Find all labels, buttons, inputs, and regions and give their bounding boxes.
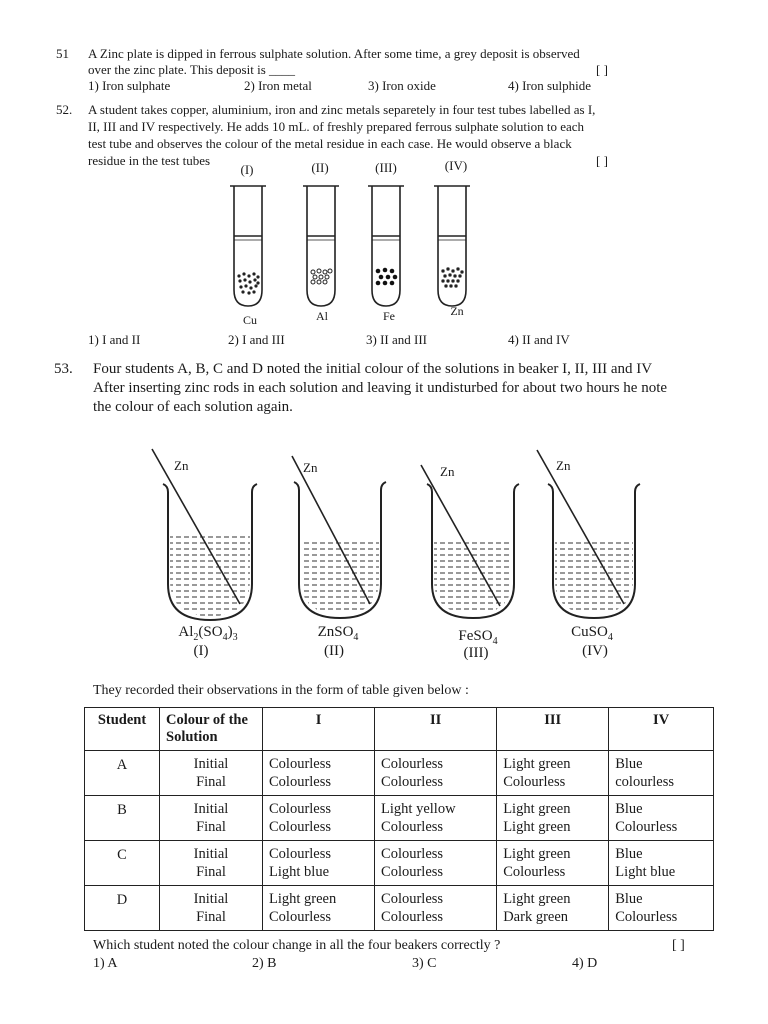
header-colour: Colour of the Solution (160, 708, 263, 751)
cell-ii-final: Colourless (381, 909, 444, 925)
table-header-row (85, 708, 714, 751)
q53-option-4: 4) D (572, 956, 598, 971)
question-53-line-2: After inserting zinc rods in each solution and leaving it undisturbed for about two hours he note (93, 380, 668, 396)
cell-iv-initial: Blue (615, 801, 643, 817)
rod-label-4: Zn (556, 458, 571, 473)
metal-label-cu: Cu (242, 313, 258, 327)
student-cell: B (85, 796, 160, 841)
student-cell: A (85, 751, 160, 796)
question-53-number: 53. (54, 361, 73, 377)
cell-iii-final: Colourless (503, 864, 566, 880)
solution-label-2: ZnSO$_4$ (317, 624, 359, 643)
q51-option-2: 2) Iron metal (244, 78, 312, 93)
stage-final: Final (196, 819, 226, 835)
cell-iii-final: Colourless (503, 774, 566, 790)
stage-initial: Initial (193, 756, 229, 772)
cell-iii-initial: Light green (503, 891, 571, 907)
cell-ii-initial: Colourless (381, 846, 444, 862)
cell-i-final: Colourless (269, 909, 332, 925)
cell-i-final: Light blue (269, 864, 330, 880)
question-52-number: 52. (56, 102, 73, 117)
question-53-line-1: Four students A, B, C and D noted the initial colour of the solutions in beaker I, II, III and IV (93, 361, 653, 377)
header-ii: II (375, 708, 497, 751)
question-52-line-4: residue in the test tubes (88, 153, 211, 168)
beaker-numeral-1: (I) (193, 643, 209, 659)
cell-i-initial: Colourless (269, 846, 332, 862)
solution-label-4: CuSO$_4$ (571, 624, 613, 643)
question-51-line-2: over the zinc plate. This deposit is ____ (88, 62, 295, 77)
stage-initial: Initial (193, 801, 229, 817)
cell-i-initial: Colourless (269, 801, 332, 817)
header-i: I (263, 708, 375, 751)
table-intro: They recorded their observations in the form of table given below : (93, 683, 469, 698)
tube-label-3: (III) (375, 160, 397, 175)
tube-label-2: (II) (311, 160, 329, 175)
beaker-numeral-2: (II) (324, 643, 344, 659)
cell-iii-final: Dark green (503, 909, 569, 925)
question-52-line-2: II, III and IV respectively. He adds 10 mL. of freshly prepared ferrous sulphate solution to each (88, 119, 584, 134)
q52-option-1: 1) I and II (88, 332, 141, 347)
cell-iv-final: Colourless (615, 909, 678, 925)
q52-option-2: 2) I and III (228, 332, 285, 347)
q53-option-3: 3) C (412, 956, 437, 971)
cell-iii-initial: Light green (503, 756, 571, 772)
q53-option-1: 1) A (93, 956, 118, 971)
rod-label-1: Zn (174, 458, 189, 473)
question-53-prompt: Which student noted the colour change in all the four beakers correctly ? (93, 938, 501, 953)
beaker-2 (292, 456, 386, 618)
cell-ii-initial: Colourless (381, 891, 444, 907)
question-51-line-1: A Zinc plate is dipped in ferrous sulphate solution. After some time, a grey deposit is observed (88, 46, 580, 61)
beaker-numeral-4: (IV) (582, 643, 608, 659)
stage-final: Final (196, 774, 226, 790)
header-iv: IV (609, 708, 714, 751)
q51-option-1: 1) Iron sulphate (88, 78, 171, 93)
question-53-answer-bracket: [ ] (672, 938, 685, 953)
cell-iv-initial: Blue (615, 756, 643, 772)
cell-iii-initial: Light green (503, 846, 571, 862)
beaker-1 (152, 449, 257, 620)
metal-label-al: Al (316, 309, 328, 323)
q52-option-4: 4) II and IV (508, 332, 570, 347)
cell-i-initial: Light green (269, 891, 337, 907)
cell-iv-final: Colourless (615, 819, 678, 835)
question-52-answer-bracket: [ ] (596, 153, 608, 168)
cell-ii-final: Colourless (381, 864, 444, 880)
table-row (85, 841, 714, 886)
question-51-number: 51 (56, 46, 69, 61)
beaker-4 (537, 450, 640, 618)
observation-table (84, 707, 714, 931)
tube-label-4: (IV) (444, 158, 468, 173)
cell-iv-final: colourless (615, 774, 675, 790)
table-row (85, 751, 714, 796)
beaker-3 (421, 464, 519, 618)
cell-ii-initial: Light yellow (381, 801, 456, 817)
solution-label-3: FeSO$_4$ (458, 628, 498, 647)
stage-final: Final (196, 909, 226, 925)
cell-iii-initial: Light green (503, 801, 571, 817)
solution-label-1: $Al_2(SO_4)_3$ (178, 624, 238, 643)
header-iii: III (497, 708, 609, 751)
student-cell: D (85, 886, 160, 931)
rod-label-3: Zn (440, 464, 455, 479)
cell-ii-final: Colourless (381, 819, 444, 835)
cell-iv-initial: Blue (615, 891, 643, 907)
rod-label-2: Zn (303, 460, 318, 475)
q52-option-3: 3) II and III (366, 332, 427, 347)
stage-initial: Initial (193, 846, 229, 862)
metal-label-fe: Fe (383, 309, 395, 323)
header-student: Student (85, 708, 160, 751)
q53-option-2: 2) B (252, 956, 277, 971)
table-row (85, 796, 714, 841)
metal-label-zn: Zn (450, 304, 464, 318)
cell-iii-final: Light green (503, 819, 571, 835)
question-51-answer-bracket: [ ] (596, 62, 608, 77)
cell-ii-initial: Colourless (381, 756, 444, 772)
cell-iv-final: Light blue (615, 864, 676, 880)
question-53-line-3: the colour of each solution again. (93, 399, 293, 415)
table-row (85, 886, 714, 931)
tube-label-1: (I) (240, 162, 254, 177)
cell-i-final: Colourless (269, 819, 332, 835)
stage-initial: Initial (193, 891, 229, 907)
q51-option-4: 4) Iron sulphide (508, 78, 592, 93)
stage-final: Final (196, 864, 226, 880)
beaker-numeral-3: (III) (463, 645, 489, 661)
cell-iv-initial: Blue (615, 846, 643, 862)
cell-i-final: Colourless (269, 774, 332, 790)
q51-option-3: 3) Iron oxide (368, 78, 436, 93)
question-52-line-3: test tube and observes the colour of the metal residue in each case. He would observe a black (88, 136, 572, 151)
cell-i-initial: Colourless (269, 756, 332, 772)
cell-ii-final: Colourless (381, 774, 444, 790)
student-cell: C (85, 841, 160, 886)
question-52-line-1: A student takes copper, aluminium, iron and zinc metals separetely in four test tubes labelled as I, (88, 102, 596, 117)
